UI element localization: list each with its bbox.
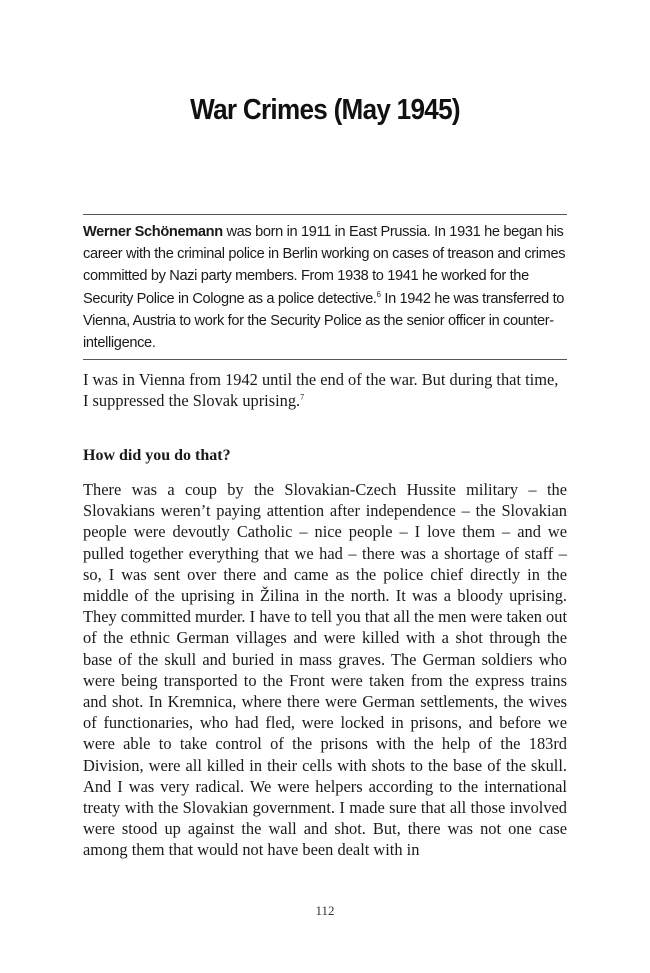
biography-box (83, 214, 567, 360)
interview-answer: There was a coup by the Slovakian-Czech Hussite military – the Slovakians weren’t paying attention after independence – the Slovakian people were devoutly Catholic – nice people – I love them – and we pulled together everything that we had – there was a shortage of staff – so, I was sent over there and came as the police chief directly in the middle of the uprising in Žilina in the north. It was a bloody uprising. They committed murder. I have to tell you that all the men were taken out of the ethnic German villages and were killed with a shot through the base of the skull and buried in mass graves. The German soldiers who were being transported to the Front were taken from the express trains and shot. In Kremnica, where there were German settlements, the wives of functionaries, who had fled, were locked in prisons, and before we were able to take control of the prisons with the help of the 183rd Division, were all killed in their cells with shots to the base of the skull. And I was very radical. We were helpers according to the international treaty with the Slovakian government. I made sure that all those involved were stood up against the wall and shot. But, there was not one case among them that would not have been dealt with in (83, 480, 567, 860)
biography-text-part-1: was born in 1911 in East Prussia. In 1931 he began his career with the criminal police in Berlin working on cases of treason and crimes committed by Nazi party members. From 1938 to 1941 he worked for the Security Police in Cologne as a police detective. (83, 224, 566, 307)
intro-paragraph (83, 369, 567, 411)
page-number: 112 (315, 903, 335, 918)
biography-text-part-2: In 1942 he was transferred to Vienna, Austria to work for the Security Police as the senior officer in counter-intelligence. (83, 290, 565, 352)
interview-question: How did you do that? (83, 447, 231, 464)
intro-text: I was in Vienna from 1942 until the end of the war. But during that time, I suppressed the Slovak uprising. (83, 370, 559, 411)
chapter-title: War Crimes (May 1945) (190, 94, 460, 126)
biography-text (83, 221, 567, 354)
footnote-reference-6[interactable]: 6 (376, 289, 381, 299)
footnote-reference-7[interactable]: 7 (300, 392, 305, 402)
biography-name: Werner Schönemann (83, 224, 223, 240)
